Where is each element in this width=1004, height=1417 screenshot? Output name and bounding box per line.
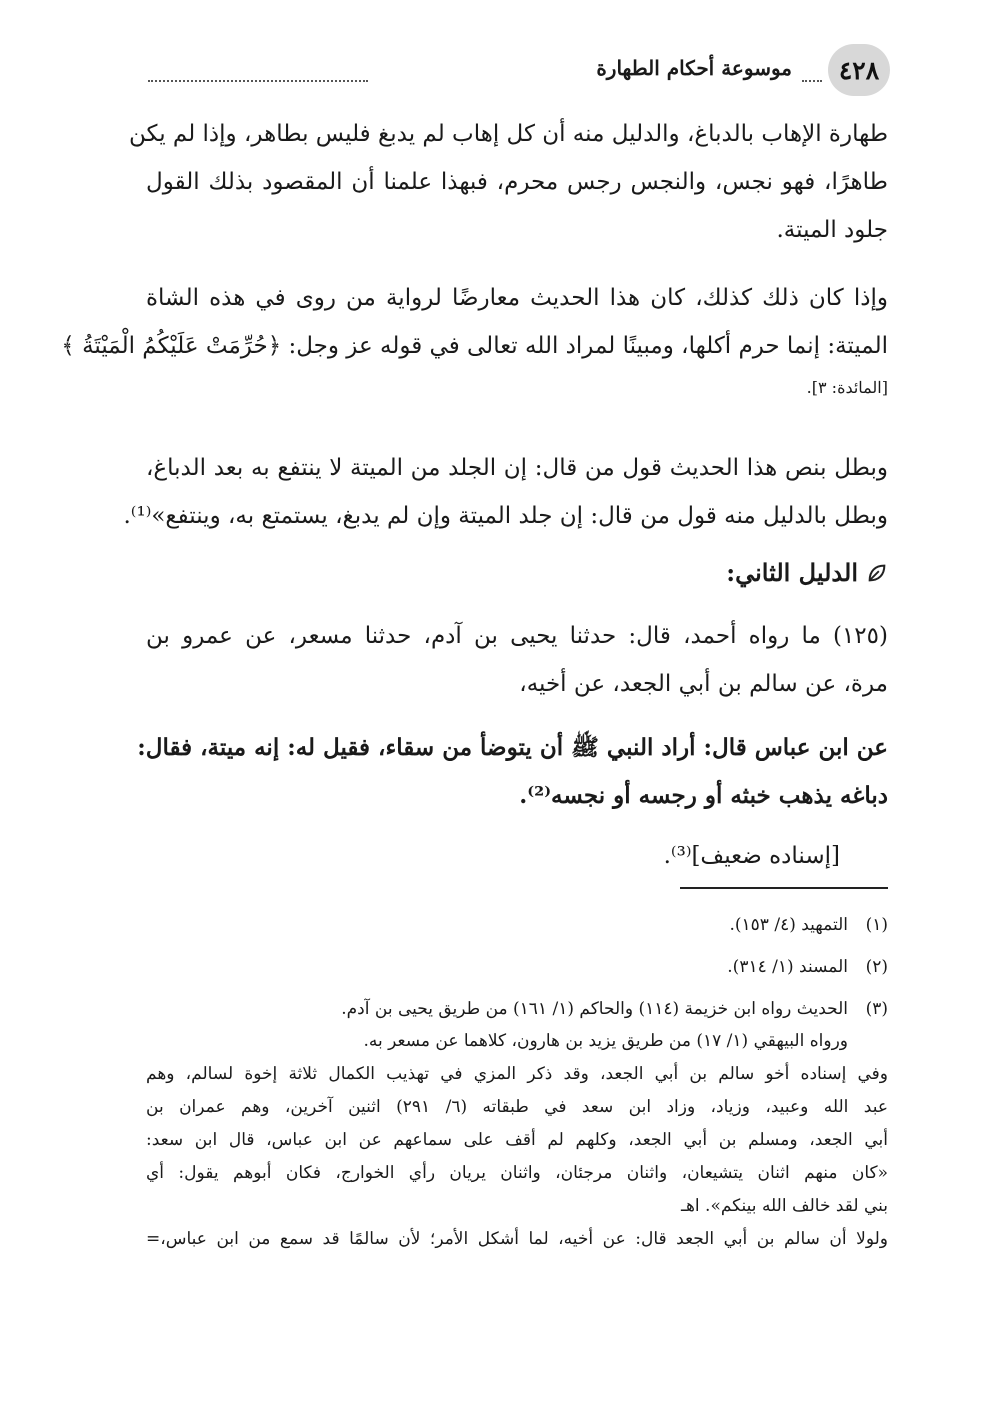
page-header bbox=[148, 42, 890, 98]
paragraph-2 bbox=[61, 274, 888, 406]
footnote-line: «كان منهم اثنان يتشيعان، واثنان مرجئان، واثنان يريان رأي الخوارج، فكان أبوهم يقول: أي bbox=[146, 1163, 888, 1183]
text-line: وبطل بالدليل منه قول من قال: إن جلد الميتة وإن لم يدبغ، يستمتع به، وينتفع»⁽¹⁾. bbox=[123, 503, 888, 529]
text-line: الميتة: إنما حرم أكلها، ومبينًا لمراد الله تعالى في قوله عز وجل: ﴿حُرِّمَتْ عَلَيْكُمُ الْمَيْتَةُ ﴾ bbox=[61, 333, 888, 359]
quran-reference: [المائدة: ٣]. bbox=[806, 378, 888, 397]
leaf-ornament-icon bbox=[866, 562, 888, 584]
footnote-line: وفي إسناده أخو سالم بن أبي الجعد، وقد ذكر المزي في تهذيب الكمال ثلاثة إخوة لسالم، وهم bbox=[146, 1064, 888, 1084]
text-line: وبطل بنص هذا الحديث قول من قال: إن الجلد من الميتة لا ينتفع به بعد الدباغ، bbox=[146, 455, 888, 481]
text-line: عن ابن عباس قال: أراد النبي ﷺ أن يتوضأ من سقاء، فقيل له: إنه ميتة، فقال: bbox=[137, 734, 888, 761]
header-dotted-rule-right bbox=[802, 80, 822, 82]
footnote-number: (١) bbox=[865, 915, 888, 935]
header-dotted-rule-left bbox=[148, 80, 368, 82]
book-title: موسوعة أحكام الطهارة bbox=[590, 56, 792, 80]
footnotes bbox=[146, 910, 888, 1256]
footnote-text: التمهيد (٤/ ١٥٣). bbox=[729, 915, 848, 935]
heading-text: الدليل الثاني: bbox=[726, 558, 858, 587]
footnote-text: المسند (١/ ٣١٤). bbox=[727, 957, 848, 977]
paragraph-4 bbox=[146, 612, 888, 708]
text-line: طهارة الإهاب بالدباغ، والدليل منه أن كل إهاب لم يدبغ فليس بطاهر، وإذا لم يكن bbox=[128, 121, 888, 147]
footnote-line: ولولا أن سالم بن أبي الجعد قال: عن أخيه، لما أشكل الأمر؛ لأن سالمًا قد سمع من ابن عباس،= bbox=[146, 1229, 888, 1249]
section-heading bbox=[726, 558, 888, 587]
footnote-3-continuation bbox=[146, 1058, 888, 1256]
text-line: دباغه يذهب خبثه أو رجسه أو نجسه⁽²⁾. bbox=[519, 782, 888, 809]
paragraph-3 bbox=[123, 444, 888, 540]
text-line: [إسناده ضعيف]⁽³⁾. bbox=[663, 843, 840, 869]
text-line: جلود الميتة. bbox=[776, 217, 888, 243]
footnote-text: ورواه البيهقي (١/ ١٧) من طريق يزيد بن هارون، كلاهما عن مسعر به. bbox=[363, 1031, 848, 1051]
footnote-separator bbox=[680, 887, 888, 889]
footnote-line: بني لقد خالف الله بينكم». اهـ bbox=[680, 1196, 888, 1216]
footnote-line: أبي الجعد، ومسلم بن أبي الجعد، وكلهم لم أقف على سماعهم عن ابن عباس، قال ابن سعد: bbox=[146, 1130, 888, 1150]
footnote-2 bbox=[146, 952, 888, 982]
hadith-text bbox=[137, 724, 888, 820]
paragraph-1 bbox=[128, 110, 888, 254]
text-line: مرة، عن سالم بن أبي الجعد، عن أخيه، bbox=[519, 671, 888, 697]
text-line: (١٢٥) ما رواه أحمد، قال: حدثنا يحيى بن آدم، حدثنا مسعر، عن عمرو بن bbox=[146, 623, 888, 649]
footnote-number: (٢) bbox=[865, 957, 888, 977]
footnote-1 bbox=[146, 910, 888, 940]
grading-note bbox=[146, 832, 888, 880]
footnote-text: الحديث رواه ابن خزيمة (١١٤) والحاكم (١/ ١٦١) من طريق يحيى بن آدم. bbox=[341, 999, 848, 1019]
text-line: وإذا كان ذلك كذلك، كان هذا الحديث معارضًا لرواية من روى في هذه الشاة bbox=[146, 285, 888, 311]
text-line: طاهرًا، فهو نجس، والنجس رجس محرم، فبهذا علمنا أن المقصود بذلك القول bbox=[146, 169, 888, 195]
footnote-number: (٣) bbox=[865, 999, 888, 1019]
page-number: ٤٢٨ bbox=[828, 44, 890, 96]
footnote-3 bbox=[146, 994, 888, 1056]
footnote-line: عبد الله وعبيد، وزياد، وزاد ابن سعد في طبقاته (٦/ ٢٩١) اثنين آخرين، وهم عمران بن bbox=[146, 1097, 888, 1117]
